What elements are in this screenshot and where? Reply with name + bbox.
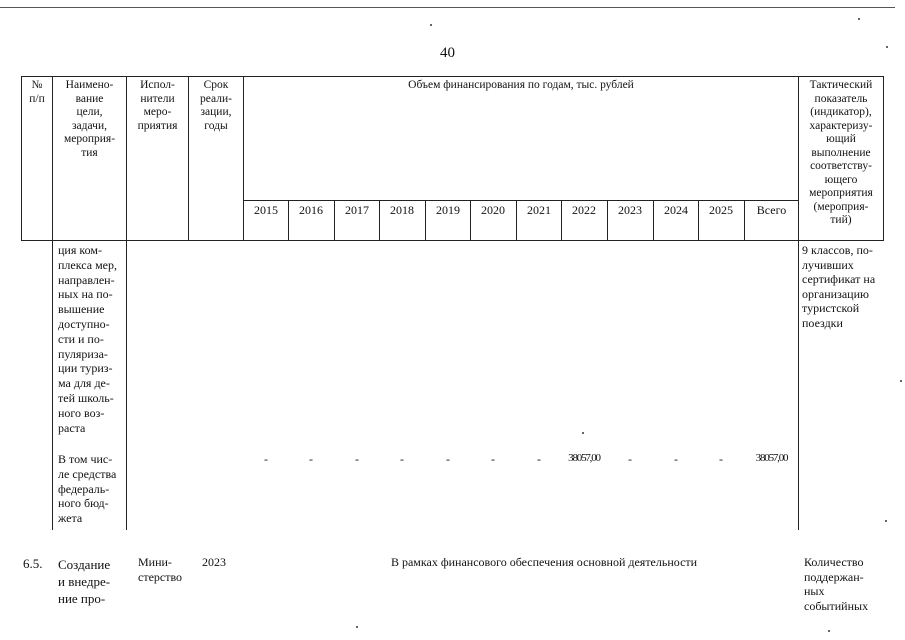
- year-2022: 2022: [572, 203, 596, 217]
- row-65-funding-note: В рамках финансового обеспечения основной деятельности: [390, 555, 698, 569]
- year-2023: 2023: [618, 203, 642, 217]
- scan-speck: [356, 626, 358, 628]
- scan-speck: [900, 380, 902, 382]
- scan-speck: [885, 520, 887, 522]
- row-continuation-name: ция ком- плекса мер, направлен- ных на по- вышение доступно- сти и по- пуляриза- ции туриз- ма для де- тей школь- ного воз- раста: [58, 243, 117, 435]
- cell-2023: -: [628, 452, 632, 466]
- cell-2016: -: [309, 452, 313, 466]
- row-65-name: Создание и внедре- ние про-: [58, 557, 111, 606]
- scan-speck: [886, 46, 888, 48]
- header-col-period: Срок реали- зации, годы: [200, 79, 232, 132]
- scan-speck: [582, 432, 584, 434]
- year-2018: 2018: [390, 203, 414, 217]
- cell-2021: -: [537, 452, 541, 466]
- year-2020: 2020: [481, 203, 505, 217]
- row-federal-name: В том чис- ле средства федераль- ного бюд- жета: [58, 452, 117, 526]
- page-number: 40: [440, 45, 455, 61]
- scan-speck: [858, 18, 860, 20]
- cell-2025: -: [719, 452, 723, 466]
- year-2024: 2024: [664, 203, 688, 217]
- cell-2019: -: [446, 452, 450, 466]
- year-2019: 2019: [436, 203, 460, 217]
- cell-2022: 38057,00: [568, 452, 600, 464]
- cell-2017: -: [355, 452, 359, 466]
- header-col-number: № п/п: [29, 79, 45, 105]
- cell-2015: -: [264, 452, 268, 466]
- cell-total: 38057,00: [755, 452, 788, 464]
- row-65-number: 6.5.: [23, 556, 43, 571]
- header-col-executor: Испол- нители меро- приятия: [137, 79, 178, 132]
- scan-speck: [430, 24, 432, 26]
- cell-2018: -: [400, 452, 404, 466]
- year-total: Всего: [756, 203, 787, 217]
- scan-edge-line: [0, 7, 895, 8]
- header-col-indicator: Тактический показатель (индикатор), характеризу- ющий выполнение соответству- ющего мероприятия (мероприя- тий): [809, 79, 873, 226]
- cell-2024: -: [674, 452, 678, 466]
- header-col-name: Наимено- вание цели, задачи, мероприя- тия: [63, 79, 116, 159]
- year-2015: 2015: [254, 203, 278, 217]
- row-65-period: 2023: [202, 555, 226, 569]
- header-col-funding: Объем финансирования по годам, тыс. рублей: [408, 79, 634, 91]
- year-2016: 2016: [299, 203, 323, 217]
- year-2025: 2025: [709, 203, 733, 217]
- year-2017: 2017: [345, 203, 369, 217]
- year-2021: 2021: [527, 203, 551, 217]
- scan-speck: [828, 630, 830, 632]
- cell-2020: -: [491, 452, 495, 466]
- row-continuation-indicator: 9 классов, по- лучивших сертификат на организацию туристской поездки: [802, 243, 876, 330]
- row-65-indicator: Количество поддержан- ных событийных: [804, 555, 869, 613]
- row-65-executor: Мини- стерство: [138, 555, 183, 584]
